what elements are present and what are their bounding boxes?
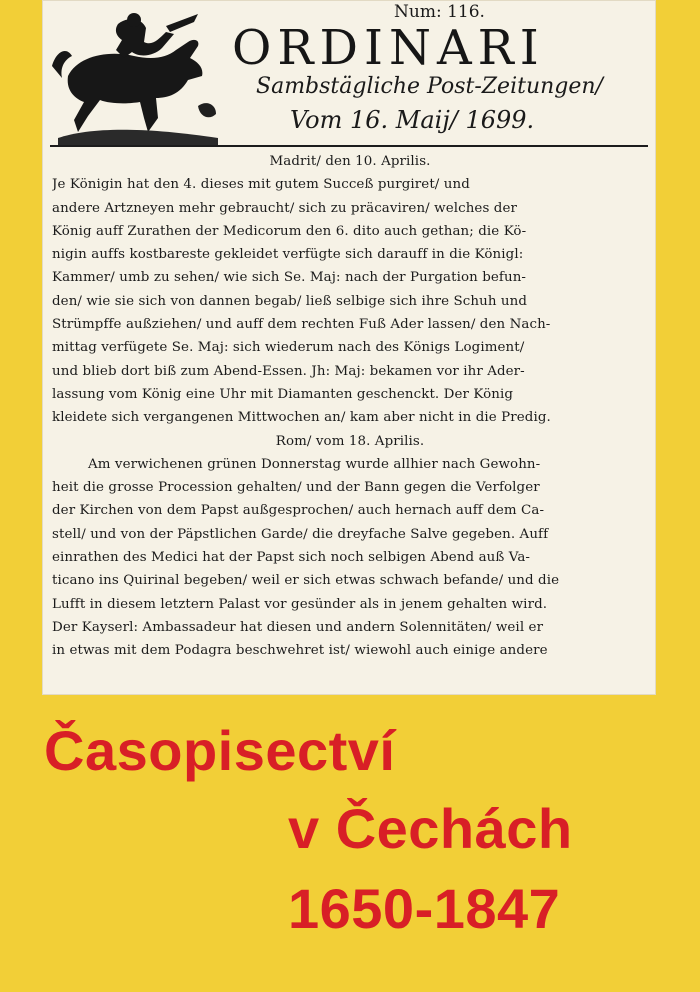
issue-number: Num: 116. (394, 2, 485, 22)
newspaper-clipping (42, 0, 656, 695)
article-line: andere Artzneyen mehr gebraucht/ sich zu präcaviren/ welches der (52, 200, 517, 216)
cover-title-line-1: Časopisectví (44, 719, 396, 782)
article-line: mittag verfügete Se. Maj: sich wiederum nach des Königs Logiment/ (52, 340, 525, 356)
article-line: den/ wie sie sich von dannen begab/ ließ selbige sich ihre Schuh und (52, 293, 528, 309)
article-line: einrathen des Medici hat der Papst sich noch selbigen Abend auß Va- (52, 550, 531, 566)
masthead-title: ORDINARI (232, 20, 545, 76)
article-line: ticano ins Quirinal begeben/ weil er sich etwas schwach befande/ und die (52, 573, 560, 589)
article-line: lassung vom König eine Uhr mit Diamanten geschenckt. Der König (52, 386, 514, 402)
article-line: Je Königin hat den 4. dieses mit gutem Succeß purgiret/ und (52, 177, 470, 193)
courier-on-horseback-icon (48, 6, 226, 150)
article-line: Kammer/ umb zu sehen/ wie sich Se. Maj: nach der Purgation befun- (52, 270, 527, 286)
article-line: König auff Zurathen der Medicorum den 6. dito auch gethan; die Kö- (52, 223, 527, 239)
cover-title-line-2: v Čechách (288, 797, 573, 860)
newspaper-masthead (42, 0, 656, 152)
article-line: kleidete sich vergangenen Mittwochen an/ kam aber nicht in die Predig. (52, 410, 551, 426)
article-line: der Kirchen von dem Papst außgesprochen/ auch hernach auff dem Ca- (52, 503, 545, 519)
article-line: und blieb dort biß zum Abend-Essen. Jh: Maj: bekamen vor ihr Ader- (52, 363, 525, 379)
cover-title-years: 1650-1847 (288, 877, 561, 940)
article-text (52, 150, 648, 663)
article-line: nigin auffs kostbareste gekleidet verfügte sich darauff in die Königl: (52, 247, 524, 263)
article-line: stell/ und von der Päpstlichen Garde/ die dreyfache Salve gegeben. Auff (52, 526, 549, 542)
masthead-date: Vom 16. Maij/ 1699. (290, 106, 535, 134)
article-dateline: Madrit/ den 10. Aprilis. (269, 154, 431, 169)
article-line: Der Kayserl: Ambassadeur hat diesen und andern Solennitäten/ weil er (52, 619, 544, 635)
article-line: in etwas mit dem Podagra beschwehret ist/ wiewohl auch einige andere (52, 643, 548, 659)
masthead-divider (50, 145, 648, 147)
article-dateline: Rom/ vom 18. Aprilis. (275, 433, 425, 449)
article-line: heit die grosse Procession gehalten/ und der Bann gegen die Verfolger (52, 480, 540, 496)
article-line: Am verwichenen grünen Donnerstag wurde allhier nach Gewohn- (88, 456, 541, 472)
article-line: Strümpffe außziehen/ und auff dem rechten Fuß Ader lassen/ den Nach- (52, 317, 551, 333)
article-line: Lufft in diesem letztern Palast vor gesünder als in jenem gehalten wird. (52, 596, 548, 612)
masthead-subtitle: Sambstägliche Post-Zeitungen/ (256, 74, 603, 99)
